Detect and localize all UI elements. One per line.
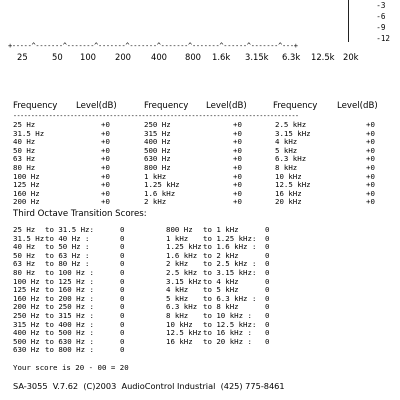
level-cell: +0: [101, 145, 110, 155]
level-cell: +0: [101, 163, 110, 172]
transition-from: 16 kHz: [166, 336, 193, 346]
transition-to: to 4 kHz: [203, 276, 239, 286]
frequency-cell: 125 Hz: [13, 180, 40, 190]
axis-label: 1.6k: [212, 52, 231, 62]
transition-from: 500 Hz: [13, 336, 40, 346]
frequency-cell: 315 Hz: [144, 128, 171, 138]
frequency-cell: 500 Hz: [144, 145, 171, 155]
transition-title: Third Octave Transition Scores:: [13, 209, 147, 219]
transition-score: 0: [265, 311, 270, 320]
frequency-cell: 800 Hz: [144, 163, 171, 172]
db-scale-label: -12: [376, 34, 390, 43]
transition-score: 0: [265, 242, 270, 252]
axis-label: 6.3k: [282, 52, 301, 62]
transition-to: to 8 kHz: [203, 302, 239, 312]
scale-tick-line: [348, 0, 349, 42]
transition-from: 100 Hz: [13, 276, 40, 286]
db-scale-label: -6: [376, 12, 386, 21]
frequency-cell: 63 Hz: [13, 154, 36, 164]
column-header: Frequency: [144, 101, 189, 111]
frequency-cell: 6.3 kHz: [275, 154, 307, 164]
frequency-cell: 1 kHz: [144, 171, 167, 181]
level-cell: +0: [366, 154, 375, 164]
transition-score: 0: [120, 293, 125, 303]
transition-score: 0: [120, 233, 125, 243]
transition-score: 0: [265, 336, 270, 346]
transition-to: to 160 Hz :: [45, 285, 94, 295]
level-cell: +0: [366, 180, 375, 190]
transition-from: 1.6 kHz: [166, 250, 198, 260]
transition-score: 0: [265, 319, 270, 329]
level-cell: +0: [101, 128, 110, 138]
frequency-cell: 250 Hz: [144, 120, 171, 129]
transition-from: 160 Hz: [13, 293, 40, 303]
axis-label: 25: [17, 52, 28, 62]
transition-from: 12.5 kHz: [166, 328, 202, 338]
level-cell: +0: [101, 154, 110, 164]
transition-from: 10 kHz: [166, 319, 193, 329]
level-cell: +0: [233, 171, 242, 181]
transition-score: 0: [120, 345, 125, 355]
transition-to: to 31.5 Hz:: [45, 225, 94, 234]
frequency-cell: 20 kHz: [275, 197, 302, 207]
transition-from: 63 Hz: [13, 259, 36, 269]
level-cell: +0: [366, 163, 375, 172]
transition-to: to 1 kHz: [203, 225, 239, 234]
db-scale-label: -3: [376, 1, 386, 10]
level-cell: +0: [101, 137, 110, 147]
transition-from: 25 Hz: [13, 225, 36, 234]
axis-label: 20k: [343, 52, 359, 62]
axis-label: 50: [52, 52, 63, 62]
transition-score: 0: [120, 250, 125, 260]
transition-to: to 6.3 kHz :: [203, 293, 257, 303]
level-cell: +0: [101, 171, 110, 181]
transition-to: to 3.15 kHz:: [203, 268, 257, 277]
transition-score: 0: [265, 233, 270, 243]
level-cell: +0: [101, 197, 110, 207]
transition-from: 125 Hz: [13, 285, 40, 295]
column-header: Frequency: [13, 101, 58, 111]
transition-score: 0: [120, 319, 125, 329]
level-cell: +0: [233, 120, 242, 129]
transition-score: 0: [120, 328, 125, 338]
level-cell: +0: [233, 197, 242, 207]
transition-score: 0: [265, 328, 270, 338]
transition-score: 0: [265, 268, 270, 277]
transition-to: to 20 kHz :: [203, 336, 252, 346]
transition-score: 0: [120, 336, 125, 346]
transition-score: 0: [265, 293, 270, 303]
transition-from: 4 kHz: [166, 285, 189, 295]
transition-to: to 2.5 kHz :: [203, 259, 257, 269]
transition-score: 0: [120, 225, 125, 234]
frequency-cell: 10 kHz: [275, 171, 302, 181]
transition-to: to 200 Hz :: [45, 293, 94, 303]
transition-to: to 1.25 kHz:: [203, 233, 257, 243]
level-cell: +0: [366, 188, 375, 198]
level-cell: +0: [233, 163, 242, 172]
level-cell: +0: [101, 188, 110, 198]
level-cell: +0: [233, 188, 242, 198]
table-divider: --------------------------------------------------------------------------------: [13, 112, 299, 120]
frequency-cell: 160 Hz: [13, 188, 40, 198]
frequency-cell: 80 Hz: [13, 163, 36, 172]
frequency-cell: 8 kHz: [275, 163, 298, 172]
level-cell: +0: [233, 180, 242, 190]
transition-from: 6.3 kHz: [166, 302, 198, 312]
frequency-cell: 5 kHz: [275, 145, 298, 155]
db-scale: [376, 0, 390, 44]
frequency-cell: 200 Hz: [13, 197, 40, 207]
level-cell: +0: [233, 145, 242, 155]
transition-from: 80 Hz: [13, 268, 36, 277]
column-header: Level(dB): [206, 101, 247, 111]
transition-score: 0: [120, 311, 125, 320]
level-cell: +0: [366, 128, 375, 138]
transition-score: 0: [120, 259, 125, 269]
transition-from: 250 Hz: [13, 311, 40, 320]
axis-label: 3.15k: [245, 52, 269, 62]
transition-to: to 10 kHz :: [203, 311, 252, 320]
transition-to: to 400 Hz :: [45, 319, 94, 329]
transition-score: 0: [120, 242, 125, 252]
level-cell: +0: [366, 145, 375, 155]
transition-to: to 63 Hz :: [45, 250, 90, 260]
column-header: Level(dB): [76, 101, 117, 111]
transition-from: 40 Hz: [13, 242, 36, 252]
transition-to: to 50 Hz :: [45, 242, 90, 252]
level-cell: +0: [233, 154, 242, 164]
transition-to: to 16 kHz :: [203, 328, 252, 338]
transition-from: 1.25 kHz: [166, 242, 202, 252]
axis-label: 100: [80, 52, 96, 62]
transition-to: to 125 Hz :: [45, 276, 94, 286]
frequency-cell: 1.6 kHz: [144, 188, 176, 198]
frequency-cell: 16 kHz: [275, 188, 302, 198]
transition-to: to 80 Hz :: [45, 259, 90, 269]
column-header: Frequency: [273, 101, 318, 111]
frequency-cell: 2 kHz: [144, 197, 167, 207]
transition-from: 50 Hz: [13, 250, 36, 260]
level-cell: +0: [366, 197, 375, 207]
score-line: Your score is 20 - 00 = 20: [13, 363, 129, 372]
level-cell: +0: [366, 171, 375, 181]
frequency-cell: 12.5 kHz: [275, 180, 311, 190]
frequency-axis: [0, 52, 400, 64]
frequency-cell: 3.15 kHz: [275, 128, 311, 138]
transition-score: 0: [120, 302, 125, 312]
axis-label: 800: [185, 52, 201, 62]
frequency-cell: 2.5 kHz: [275, 120, 307, 129]
level-cell: +0: [101, 180, 110, 190]
level-cell: +0: [101, 120, 110, 129]
transition-score: 0: [120, 268, 125, 277]
footer-info: SA-3055 V.7.62 (C)2003 AudioControl Industrial (425) 775-8461: [13, 381, 285, 391]
column-header: Level(dB): [337, 101, 378, 111]
transition-to: to 315 Hz :: [45, 311, 94, 320]
transition-to: to 630 Hz :: [45, 336, 94, 346]
transition-from: 1 kHz: [166, 233, 189, 243]
transition-score: 0: [265, 285, 270, 295]
transition-to: to 250 Hz :: [45, 302, 94, 312]
axis-label: 200: [115, 52, 131, 62]
transition-to: to 800 Hz :: [45, 345, 94, 355]
frequency-cell: 4 kHz: [275, 137, 298, 147]
transition-score: 0: [265, 276, 270, 286]
transition-from: 8 kHz: [166, 311, 189, 320]
transition-from: 31.5 Hz: [13, 233, 45, 243]
frequency-cell: 50 Hz: [13, 145, 36, 155]
frequency-cell: 400 Hz: [144, 137, 171, 147]
level-cell: +0: [233, 128, 242, 138]
transition-from: 315 Hz: [13, 319, 40, 329]
axis-label: 400: [151, 52, 167, 62]
transition-score: 0: [265, 250, 270, 260]
transition-from: 200 Hz: [13, 302, 40, 312]
level-cell: +0: [233, 137, 242, 147]
transition-to: to 40 Hz :: [45, 233, 90, 243]
transition-to: to 5 kHz: [203, 285, 239, 295]
transition-score: 0: [265, 259, 270, 269]
transition-from: 3.15 kHz: [166, 276, 202, 286]
transition-score: 0: [265, 302, 270, 312]
level-cell: +0: [366, 120, 375, 129]
transition-from: 2.5 kHz: [166, 268, 198, 277]
frequency-cell: 630 Hz: [144, 154, 171, 164]
transition-to: to 500 Hz :: [45, 328, 94, 338]
transition-from: 800 Hz: [166, 225, 193, 234]
frequency-cell: 25 Hz: [13, 120, 36, 129]
transition-to: to 2 kHz: [203, 250, 239, 260]
transition-to: to 1.6 kHz :: [203, 242, 257, 252]
transition-score: 0: [265, 225, 270, 234]
level-cell: +0: [366, 137, 375, 147]
frequency-cell: 31.5 Hz: [13, 128, 45, 138]
transition-to: to 100 Hz :: [45, 268, 94, 277]
transition-to: to 12.5 kHz:: [203, 319, 257, 329]
axis-rule: +-----^-------^-------^-------^-------^-------^-------^------^-------^---+: [8, 42, 298, 50]
transition-score: 0: [120, 285, 125, 295]
transition-score: 0: [120, 276, 125, 286]
db-scale-label: -9: [376, 23, 386, 32]
axis-label: 12.5k: [311, 52, 335, 62]
frequency-cell: 1.25 kHz: [144, 180, 180, 190]
frequency-cell: 100 Hz: [13, 171, 40, 181]
transition-from: 2 kHz: [166, 259, 189, 269]
frequency-cell: 40 Hz: [13, 137, 36, 147]
transition-from: 630 Hz: [13, 345, 40, 355]
transition-from: 400 Hz: [13, 328, 40, 338]
transition-from: 5 kHz: [166, 293, 189, 303]
